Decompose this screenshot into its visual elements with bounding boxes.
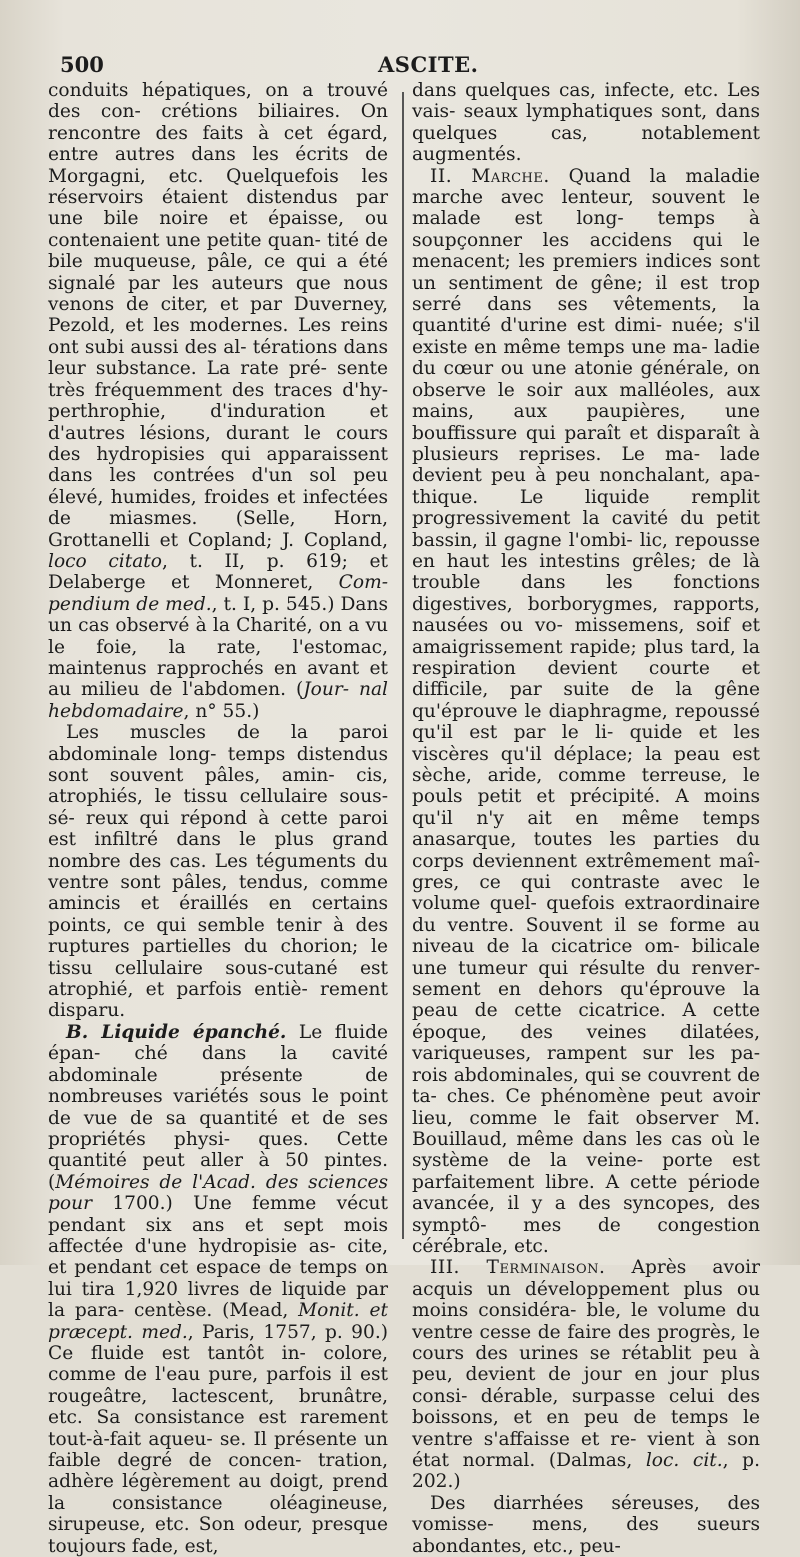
left-paragraph-2: Les muscles de la paroi abdominale long- temps distendus sont souvent pâles, amin- cis, atrophiés, le tissu cellulaire sous-sé- reux qui répond à cette paroi est infiltré dans le plus grand nombre des cas. Les téguments du ventre sont pâles, tendus, comme amincis et éraillés en certains points, ce qui semble tenir à des ruptures partielles du chorion; le tissu cellulaire sous-cutané est atrophié, et parfois entiè- rement disparu.	[48, 722, 388, 1022]
left-column	[48, 80, 388, 1557]
page-number: 500	[60, 52, 104, 77]
text-run: conduits hépatiques, on a trouvé des con- crétions biliaires. On rencontre des faits à cet égard, entre autres dans les écrits de Morgagni, etc. Quelquefois les réservoirs étaient distendus par une bile noire et épaisse, ou contenaient une petite quan- tité de bile muqueuse, pâle, ce qui a été signalé par les auteurs que nous venons de citer, et par Duverney, Pezold, et les modernes. Les reins ont subi aussi des al- térations dans leur substance. La rate pré- sente très fréquemment des traces d'hy- perthrophie, d'induration et d'autres lésions, durant le cours des hydropisies qui apparaissent dans les contrées d'un sol peu élevé, humides, froides et infectées de miasmes. (Selle, Horn, Grottanelli et Copland; J. Copland,	[48, 80, 388, 551]
citation: loc. cit.	[645, 1450, 723, 1471]
right-paragraph-1: dans quelques cas, infecte, etc. Les vais- seaux lymphatiques sont, dans quelques cas, notablement augmentés.	[412, 80, 760, 166]
text-run: Après avoir acquis un développement plus ou moins considéra- ble, le volume du ventre cesse de faire des progrès, le cours des urines se rétablit peu à peu, devient de jour en jour plus consi- dérable, surpasse celui des boissons, et en peu de temps le ventre s'affaisse et re- vient à son état normal. (Dalmas,	[412, 1257, 760, 1471]
section-heading: III. Terminaison.	[430, 1257, 606, 1279]
text-run: 1700.) Une femme vécut pendant six ans et sept mois affectée d'une hydropisie as- cite, et pendant cet espace de temps on lui tira 1,920 livres de liquide par la para- centèse. (Mead,	[48, 1193, 388, 1322]
right-paragraph-4: Des diarrhées séreuses, des vomisse- mens, des sueurs abondantes, etc., peu-	[412, 1492, 760, 1557]
running-title: ASCITE.	[378, 52, 479, 77]
subsection-heading: B. Liquide épanché.	[66, 1021, 287, 1043]
right-paragraph-2	[412, 166, 760, 1258]
text-run: , t. I, p. 545.) Dans un cas observé à la Charité, on a vu le foie, la rate, l'estomac, maintenus rapprochés en avant et au milieu de l'abdomen. (	[48, 593, 389, 701]
section-heading: II. Marche.	[430, 165, 550, 187]
left-paragraph-3	[48, 1022, 388, 1557]
citation: Mémoires de l'Acad. des sciences pour	[48, 1171, 388, 1215]
text-run: Le fluide épan- ché dans la cavité abdominale présente de nombreuses variétés sous le point de vue de sa quantité et de ses propriétés physi- ques. Cette quantité peut aller à 50 pintes. (	[48, 1021, 389, 1193]
right-column	[412, 80, 760, 1557]
text-run: , t. II, p. 619; et Delaberge et Monneret,	[48, 550, 388, 594]
citation: loco citato	[48, 550, 162, 572]
page-header	[60, 52, 479, 82]
text-run: , p. 202.)	[412, 1450, 760, 1493]
citation: Monit. et præcept. med.	[48, 1300, 388, 1343]
text-run: Quand la maladie marche avec lenteur, souvent le malade est long- temps à soupçonner les accidens qui le menacent; les premiers indices sont un sentiment de gêne; il est trop serré dans ses vêtements, la quantité d'urine est dimi- nuée; s'il existe en même temps une ma- ladie du cœur ou une atonie générale, on observe le soir aux malléoles, aux mains, aux paupières, une bouffissure qui paraît et disparaît à plusieurs reprises. Le ma- lade devient peu à peu nonchalant, apa- thique. Le liquide remplit progressivement la cavité du petit bassin, il gagne l'ombi- lic, repousse en haut les intestins grêles; de là trouble dans les fonctions digestives, borborygmes, rapports, nausées ou vo- missemens, soif et amaigrissement rapide; plus tard, la respiration devient courte et difficile, par suite de la gêne qu'éprouve le diaphragme, repoussé qu'il est par le li- quide et les viscères qu'il déplace; la peau est sèche, aride, comme terreuse, le pouls petit et précipité. A moins qu'il n'y ait en même temps anasarque, toutes les parties du corps deviennent extrêmement maî- gres, ce qui contraste avec le volume quel- quefois extraordinaire du ventre. Souvent il se forme au niveau de la cicatrice om- bilicale une tumeur qui résulte du renver- sement en dehors qu'éprouve la peau de cette cicatrice. A cette époque, des veines dilatées, variqueuses, rampent sur les pa- rois abdominales, qui se couvrent de ta- ches. Ce phénomène peut avoir lieu, comme le fait observer M. Bouillaud, même dans les cas où le système de la veine- porte est parfaitement libre. A cette période avancée, il y a des syncopes, des symptô- mes de congestion cérébrale, etc.	[412, 165, 760, 1257]
column-divider	[402, 92, 404, 1239]
citation: Jour- nal hebdomadaire	[48, 679, 388, 722]
right-paragraph-3	[412, 1257, 760, 1492]
citation: Com- pendium de med.	[48, 572, 388, 615]
text-run: , n° 55.)	[183, 700, 260, 722]
text-run: , Paris, 1757, p. 90.) Ce fluide est tantôt in- colore, comme de l'eau pure, parfois il est rougeâtre, lactescent, brunâtre, etc. Sa consistance est rarement tout-à-fait aqueu- se. Il présente un faible degré de concen- tration, adhère légèrement au doigt, prend la consistance oléagineuse, sirupeuse, etc. Son odeur, presque toujours fade, est,	[48, 1321, 388, 1557]
left-paragraph-1	[48, 80, 388, 722]
